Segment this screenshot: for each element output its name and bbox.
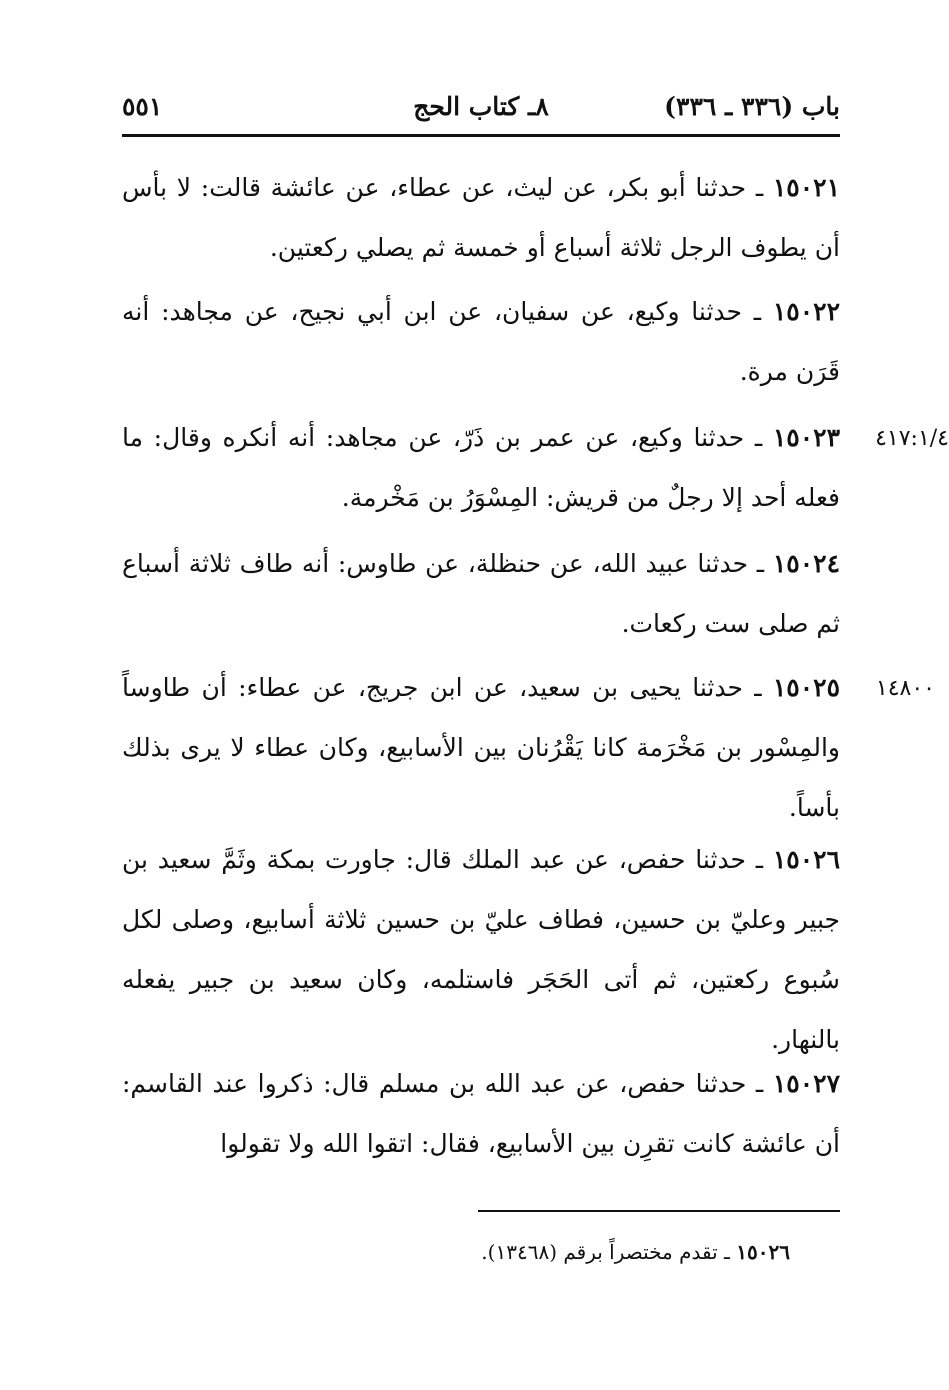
hadith-entry bbox=[122, 158, 840, 278]
header-divider bbox=[122, 134, 840, 137]
hadith-entry bbox=[122, 1054, 840, 1174]
page-header bbox=[122, 86, 840, 130]
hadith-text: ـ حدثنا يحيى بن سعيد، عن ابن جريج، عن عطاء: أن طاوساً والمِسْور بن مَخْرَمة كانا يَقْرُنان بين الأسابيع، وكان عطاء لا يرى بذلك بأساً. bbox=[122, 673, 840, 822]
hadith-number: ١٥٠٢٦ bbox=[772, 845, 840, 874]
hadith-number: ١٥٠٢٣ bbox=[772, 423, 840, 452]
footnote-divider bbox=[478, 1210, 840, 1212]
margin-reference: ١٤٨٠٠ bbox=[875, 676, 935, 701]
hadith-number: ١٥٠٢١ bbox=[772, 173, 840, 202]
hadith-entry bbox=[122, 408, 840, 528]
hadith-entry bbox=[122, 534, 840, 654]
hadith-number: ١٥٠٢٥ bbox=[772, 673, 840, 702]
footnote-text: ـ تقدم مختصراً برقم (١٣٤٦٨). bbox=[481, 1240, 737, 1264]
book-title: ٨ـ كتاب الحج bbox=[413, 92, 549, 121]
hadith-text: ـ حدثنا حفص، عن عبد الله بن مسلم قال: ذكروا عند القاسم: أن عائشة كانت تقرِن بين الأسابيع، فقال: اتقوا الله ولا تقولوا bbox=[122, 1069, 840, 1158]
page-number: ٥٥١ bbox=[122, 92, 163, 121]
section-title: باب (٣٣٦ ـ ٣٣٦) bbox=[664, 92, 840, 121]
hadith-text: ـ حدثنا وكيع، عن سفيان، عن ابن أبي نجيح، عن مجاهد: أنه قَرَن مرة. bbox=[122, 297, 840, 386]
hadith-entry bbox=[122, 830, 840, 1070]
hadith-entry bbox=[122, 658, 840, 838]
footnote bbox=[300, 1232, 790, 1272]
margin-reference: ٤١٧:١/٤ bbox=[875, 426, 949, 451]
hadith-entry bbox=[122, 282, 840, 402]
footnote-number: ١٥٠٢٦ bbox=[736, 1240, 790, 1264]
hadith-number: ١٥٠٢٧ bbox=[772, 1069, 840, 1098]
hadith-text: ـ حدثنا أبو بكر، عن ليث، عن عطاء، عن عائشة قالت: لا بأس أن يطوف الرجل ثلاثة أسباع أو خمسة ثم يصلي ركعتين. bbox=[122, 173, 840, 262]
hadith-number: ١٥٠٢٤ bbox=[772, 549, 840, 578]
hadith-text: ـ حدثنا حفص، عن عبد الملك قال: جاورت بمكة وثَمَّ سعيد بن جبير وعليّ بن حسين، فطاف عليّ بن حسين ثلاثة أسابيع، وصلى لكل سُبوع ركعتين، ثم أتى الحَجَر فاستلمه، وكان سعيد بن جبير يفعله بالنهار. bbox=[122, 845, 840, 1054]
hadith-number: ١٥٠٢٢ bbox=[772, 297, 840, 326]
hadith-text: ـ حدثنا وكيع، عن عمر بن ذَرّ، عن مجاهد: أنه أنكره وقال: ما فعله أحد إلا رجلٌ من قريش: المِسْوَرُ بن مَخْرمة. bbox=[122, 423, 840, 512]
hadith-text: ـ حدثنا عبيد الله، عن حنظلة، عن طاوس: أنه طاف ثلاثة أسباع ثم صلى ست ركعات. bbox=[122, 549, 840, 638]
